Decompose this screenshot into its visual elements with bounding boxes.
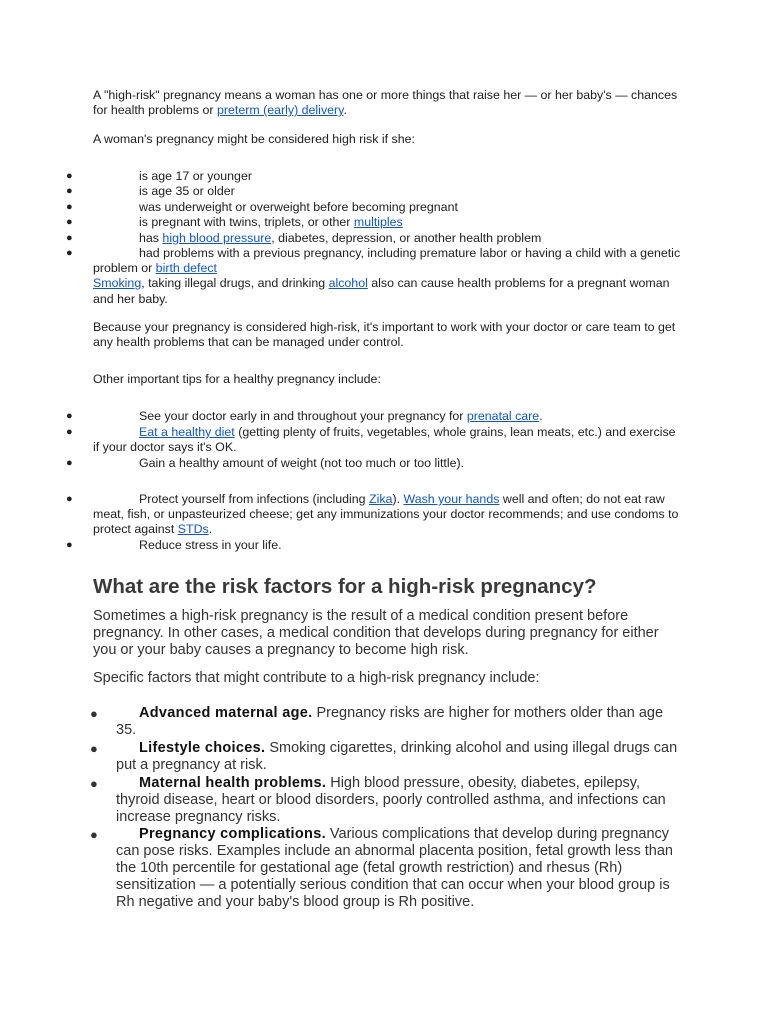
list-item-text (93, 492, 683, 538)
prenatal-care-link[interactable]: prenatal care (466, 409, 540, 423)
bullet-icon: ● (66, 493, 73, 505)
list-item-text-part: is pregnant with twins, triplets, or other (139, 215, 354, 229)
list-item-text-part: . (208, 522, 213, 537)
zika-link[interactable]: Zika (369, 492, 393, 506)
list-item-text (93, 246, 683, 307)
smoking-link[interactable]: Smoking (93, 276, 142, 291)
bullet-icon: ● (66, 185, 73, 197)
bullet-icon: ● (66, 410, 73, 422)
list-item (66, 409, 683, 424)
section-intro-paragraph: Sometimes a high-risk pregnancy is the result of a medical condition present before pregnancy. In other cases, a medical condition that develops during pregnancy for either you or your baby causes a pregnancy to become high risk. (93, 608, 659, 658)
list-item (66, 231, 683, 246)
bullet-icon: ● (66, 426, 73, 438)
list-item-text-part: well and often; do not eat raw meat, fish, or unpasteurized cheese; get any immunizations your doctor recommends; and use condoms to protect against (93, 492, 679, 537)
list-item-text: Gain a healthy amount of weight (not too much or too little). (139, 456, 465, 470)
list-item-text: is age 17 or younger (139, 169, 252, 183)
list-item (66, 538, 683, 553)
section-heading: What are the risk factors for a high-risk pregnancy? (93, 575, 597, 598)
factor-text: High blood pressure, obesity, diabetes, epilepsy, thyroid disease, heart or blood disorders, poorly controlled asthma, and infections can increase pregnancy risks. (116, 775, 666, 825)
list-item-text-part: ). (392, 492, 404, 506)
list-item-text-part: has (139, 231, 163, 245)
bullet-icon: ● (66, 201, 73, 213)
preterm-delivery-link[interactable]: preterm (early) delivery (216, 103, 344, 118)
list-item (66, 425, 683, 455)
factor-text: Various complications that develop during pregnancy can pose risks. Examples include an abnormal placenta position, fetal growth less than the 10th percentile for gestational age (fetal growth restriction) and rhesus (Rh) sensitization — a potentially serious condition that can occur when your blood group is Rh negative and your baby's blood group is Rh positive. (116, 826, 673, 910)
bullet-icon: ● (66, 457, 73, 469)
wash-hands-link[interactable]: Wash your hands (403, 492, 500, 506)
list-item-text: is age 35 or older (139, 184, 235, 198)
bullet-icon: ● (90, 706, 98, 721)
bullet-icon: ● (90, 776, 98, 791)
intro-text-end: . (343, 103, 347, 118)
list-item-text (93, 425, 683, 455)
high-risk-lead-in: A woman's pregnancy might be considered high risk if she: (93, 132, 415, 146)
factors-lead-in: Specific factors that might contribute to a high-risk pregnancy include: (93, 670, 540, 686)
list-item-text (116, 775, 685, 826)
bullet-icon: ● (66, 247, 73, 259)
alcohol-link[interactable]: alcohol (328, 276, 368, 291)
stds-link[interactable]: STDs (177, 522, 209, 537)
list-item (66, 184, 683, 199)
intro-paragraph (93, 88, 683, 118)
bullet-icon: ● (90, 827, 98, 842)
list-item (66, 200, 683, 215)
intro-text: A "high-risk" pregnancy means a woman has one or more things that raise her — or her baby's — chances for health problems or (93, 88, 678, 118)
list-item (66, 215, 683, 230)
list-item-text (93, 231, 683, 246)
list-item-text (93, 409, 683, 424)
factor-title: Maternal health problems. (139, 775, 327, 791)
list-item-text-part: , taking illegal drugs, and drinking (141, 276, 329, 291)
list-item-text-part: Protect yourself from infections (including (139, 492, 370, 506)
list-item-text-part: had problems with a previous pregnancy, including premature labor or having a child with a genetic problem or (93, 246, 681, 276)
birth-defect-link[interactable]: birth defect (155, 261, 217, 276)
list-item (90, 705, 685, 739)
eat-healthy-diet-link[interactable]: Eat a healthy diet (139, 425, 235, 439)
tips-lead-in: Other important tips for a healthy pregnancy include: (93, 372, 381, 386)
list-item (90, 826, 685, 911)
care-team-paragraph: Because your pregnancy is considered high-risk, it's important to work with your doctor or care team to get any health problems that can be managed under control. (93, 320, 676, 350)
factor-text: Smoking cigarettes, drinking alcohol and using illegal drugs can put a pregnancy at risk. (116, 740, 678, 773)
list-item-text (116, 826, 685, 911)
multiples-link[interactable]: multiples (353, 215, 403, 229)
list-item-text (116, 705, 685, 739)
bullet-icon: ● (90, 741, 98, 756)
list-item-text (93, 215, 683, 230)
list-item-text-part: . (539, 409, 543, 423)
high-blood-pressure-link[interactable]: high blood pressure (162, 231, 272, 245)
list-item-text-part: also can cause health problems for a pregnant woman and her baby. (93, 276, 670, 306)
list-item (66, 169, 683, 184)
factor-title: Pregnancy complications. (139, 826, 326, 842)
list-item-text: was underweight or overweight before becoming pregnant (139, 200, 458, 214)
list-item-text-part: See your doctor early in and throughout your pregnancy for (139, 409, 467, 423)
list-item-text (116, 740, 685, 774)
bullet-icon: ● (66, 232, 73, 244)
list-item (90, 775, 685, 826)
list-item (90, 740, 685, 774)
list-item-text-part: (getting plenty of fruits, vegetables, whole grains, lean meats, etc.) and exercise if your doctor says it's OK. (93, 425, 676, 455)
list-item (66, 246, 683, 307)
factor-title: Advanced maternal age. (139, 705, 313, 721)
factor-title: Lifestyle choices. (139, 740, 266, 756)
bullet-icon: ● (66, 216, 73, 228)
list-item-text-part: , diabetes, depression, or another health problem (271, 231, 542, 245)
list-item (66, 456, 683, 471)
bullet-icon: ● (66, 539, 73, 551)
list-item (66, 492, 683, 538)
bullet-icon: ● (66, 170, 73, 182)
list-item-text: Reduce stress in your life. (139, 538, 282, 552)
factor-text: Pregnancy risks are higher for mothers older than age 35. (116, 705, 664, 738)
